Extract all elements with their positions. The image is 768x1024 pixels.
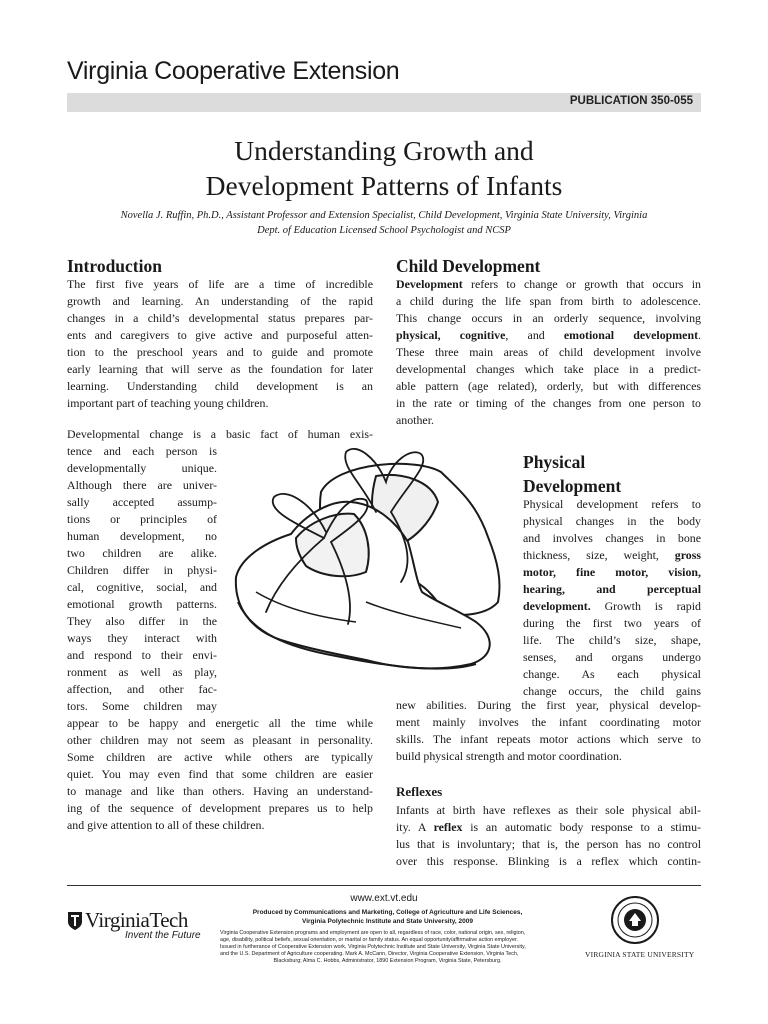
text-line: These three main areas of child development involve — [396, 345, 701, 359]
text-line: ronment as well as play, — [67, 665, 217, 679]
vt-wordmark: VirginiaTech — [85, 908, 188, 932]
fine-print-line: age, disability, political beliefs, sexual orientation, or marital or family status. An equal opportunity/affirmative action employer. — [220, 937, 518, 943]
fine-print-line: Blacksburg; Alma C. Hobbs, Administrator, 1890 Extension Program, Virginia State, Petersburg. — [273, 958, 502, 964]
text-line: emotional growth patterns. — [67, 597, 217, 611]
intro-paragraph-1 — [67, 276, 373, 412]
physical-heading-line-1: Physical — [523, 452, 586, 472]
document-title — [0, 133, 768, 203]
text-line: two children are alike. — [67, 546, 217, 560]
text-line: ity. A reflex is an automatic body response to a stimu- — [396, 820, 701, 834]
text-line: Development refers to change or growth that occurs in — [396, 277, 701, 291]
text-line: over this response. Blinking is a reflex which contin- — [396, 854, 701, 868]
child-development-paragraph — [396, 276, 701, 429]
text-line: development. Growth is rapid — [523, 599, 701, 613]
text-line: and respond to their envi- — [67, 648, 217, 662]
text-line: affection, and other fac- — [67, 682, 217, 696]
produced-line: Produced by Communications and Marketing, College of Agriculture and Life Sciences, — [252, 909, 523, 916]
equal-opportunity-statement — [220, 930, 555, 965]
text-line: lus that is involuntary; that is, the person has no control — [396, 837, 701, 851]
org-masthead: Virginia Cooperative Extension — [67, 57, 400, 85]
text-line: a child during the life span from birth to adolescence. — [396, 294, 701, 308]
text-line: cal, cognitive, social, and — [67, 580, 217, 594]
text-line: They also differ in the — [67, 614, 217, 628]
footer-divider — [67, 885, 701, 886]
text-line: tion to the preschool years and to guide and promote — [67, 345, 373, 359]
text-line: skills. The infant repeats motor actions which serve to — [396, 732, 701, 746]
text-line: changes in a child’s developmental status prepares par- — [67, 311, 373, 325]
physical-paragraph-wrapped — [523, 496, 701, 700]
text-line: and give attention to all of these children. — [67, 818, 265, 832]
publication-number: PUBLICATION 350-055 — [569, 95, 693, 107]
text-line: developmentally unique. — [67, 461, 217, 475]
text-line: Infants at birth have reflexes as their sole physical abil- — [396, 803, 701, 817]
text-line: Children differ in physi- — [67, 563, 217, 577]
reflexes-heading: Reflexes — [396, 784, 443, 799]
text-line: physical, cognitive, and emotional development. — [396, 328, 702, 342]
text-line: other children may not seem as pleasant in personality. — [67, 733, 373, 747]
intro-paragraph-2-rest — [67, 715, 373, 834]
text-line: tors. Some children may — [67, 699, 217, 713]
baby-shoes-illustration — [226, 442, 524, 682]
text-line: appear to be happy and energetic all the time while — [67, 716, 373, 730]
text-line: in the rate or timing of the changes from one person to — [396, 396, 701, 410]
text-line: tence and each person is — [67, 444, 217, 458]
text-line: able pattern (age related), orderly, but with differences — [396, 379, 701, 393]
introduction-heading: Introduction — [67, 256, 162, 276]
text-line — [523, 581, 701, 598]
text-line: Physical development refers to — [523, 497, 701, 511]
fine-print-line: Issued in furtherance of Cooperative Extension work, Virginia Polytechnic Institute and State University, Virginia State University, — [220, 944, 526, 950]
vt-shield-icon — [67, 911, 83, 931]
virginia-tech-logo — [67, 908, 201, 941]
text-line: tions or principles of — [67, 512, 217, 526]
intro-paragraph-2-first-line — [67, 426, 373, 443]
text-line: during the first two years of — [523, 616, 701, 630]
text-line: ways they interact with — [67, 631, 217, 645]
bold-term: gross — [674, 548, 701, 562]
text-line: ment mainly involves the infant coordinating motor — [396, 715, 701, 729]
text-line: life. The child’s size, shape, — [523, 633, 701, 647]
fine-print-line: and the U.S. Department of Agriculture cooperating. Mark A. McCann, Director, Virginia Cooperative Extension, Virginia Tech, — [220, 951, 519, 957]
text-line: ents and caregivers to give active and purposeful atten- — [67, 328, 373, 342]
text-line: build physical strength and motor coordination. — [396, 749, 622, 763]
child-development-heading: Child Development — [396, 256, 541, 276]
produced-by-credit — [220, 908, 555, 926]
text-line: growth and learning. An understanding of the rapid — [67, 294, 373, 308]
text-line: change occurs, the child gains — [523, 684, 701, 698]
text-line: another. — [396, 413, 434, 427]
author-line: Novella J. Ruffin, Ph.D., Assistant Professor and Extension Specialist, Child Development, Virginia State University, Virginia — [120, 210, 648, 221]
text-line: early learning that will serve as the foundation for later — [67, 362, 373, 376]
vt-tagline: Invent the Future — [125, 930, 201, 941]
text-line: learning. Understanding child development is an — [67, 379, 373, 393]
text-line: Some children are active while others are typically — [67, 750, 373, 764]
produced-line: Virginia Polytechnic Institute and State University, 2009 — [302, 918, 473, 925]
vsu-seal-icon — [610, 895, 660, 945]
bold-term: reflex — [433, 820, 463, 834]
text-line: new abilities. During the first year, physical develop- — [396, 698, 701, 712]
text-line: to manage and like than others. Having an understand- — [67, 784, 373, 798]
text-line: Although there are univer- — [67, 478, 217, 492]
text-line: Developmental change is a basic fact of human exis- — [67, 427, 373, 441]
text-line: This change occurs in an orderly sequence, involving — [396, 311, 701, 325]
extension-website: www.ext.vt.edu — [350, 893, 418, 904]
bold-term: emotional development — [563, 328, 699, 342]
text-line: thickness, size, weight, gross — [523, 548, 701, 562]
text-line: sally accepted assump- — [67, 495, 217, 509]
text-line: senses, and organs undergo — [523, 650, 701, 664]
physical-heading-line-2: Development — [523, 476, 622, 496]
author-credits — [60, 208, 708, 238]
bold-term: Development — [396, 277, 463, 291]
bold-term: hearing, and perceptual — [523, 582, 701, 596]
text-line: change. As each physical — [523, 667, 701, 681]
title-line: Understanding Growth and — [234, 135, 534, 166]
text-line: ing of the sequence of development prepares us to help — [67, 801, 373, 815]
title-line: Development Patterns of Infants — [205, 170, 563, 201]
author-line: Dept. of Education Licensed School Psychologist and NCSP — [257, 225, 511, 236]
bold-term: physical, cognitive — [396, 328, 506, 342]
vsu-wordmark: VIRGINIA STATE UNIVERSITY — [585, 950, 695, 959]
bold-term: development. — [523, 599, 591, 613]
intro-paragraph-2-wrapped — [67, 443, 217, 715]
text-line: physical changes in the body — [523, 514, 701, 528]
reflexes-paragraph — [396, 802, 701, 870]
text-line: important part of teaching young children. — [67, 396, 269, 410]
text-line: quiet. You may even find that some children are easier — [67, 767, 373, 781]
text-line: The first five years of life are a time of incredible — [67, 277, 373, 291]
fine-print-line: Virginia Cooperative Extension programs and employment are open to all, regardless of race, color, national origin, sex, religion, — [220, 930, 526, 936]
text-line: and involves changes in bone — [523, 531, 701, 545]
publication-bar — [67, 93, 701, 112]
physical-paragraph-rest — [396, 697, 701, 765]
text-line — [523, 564, 701, 581]
text-line: developmental changes which take place in a predict- — [396, 362, 701, 376]
bold-term: motor, fine motor, vision, — [523, 565, 701, 579]
text-line: human development, no — [67, 529, 217, 543]
